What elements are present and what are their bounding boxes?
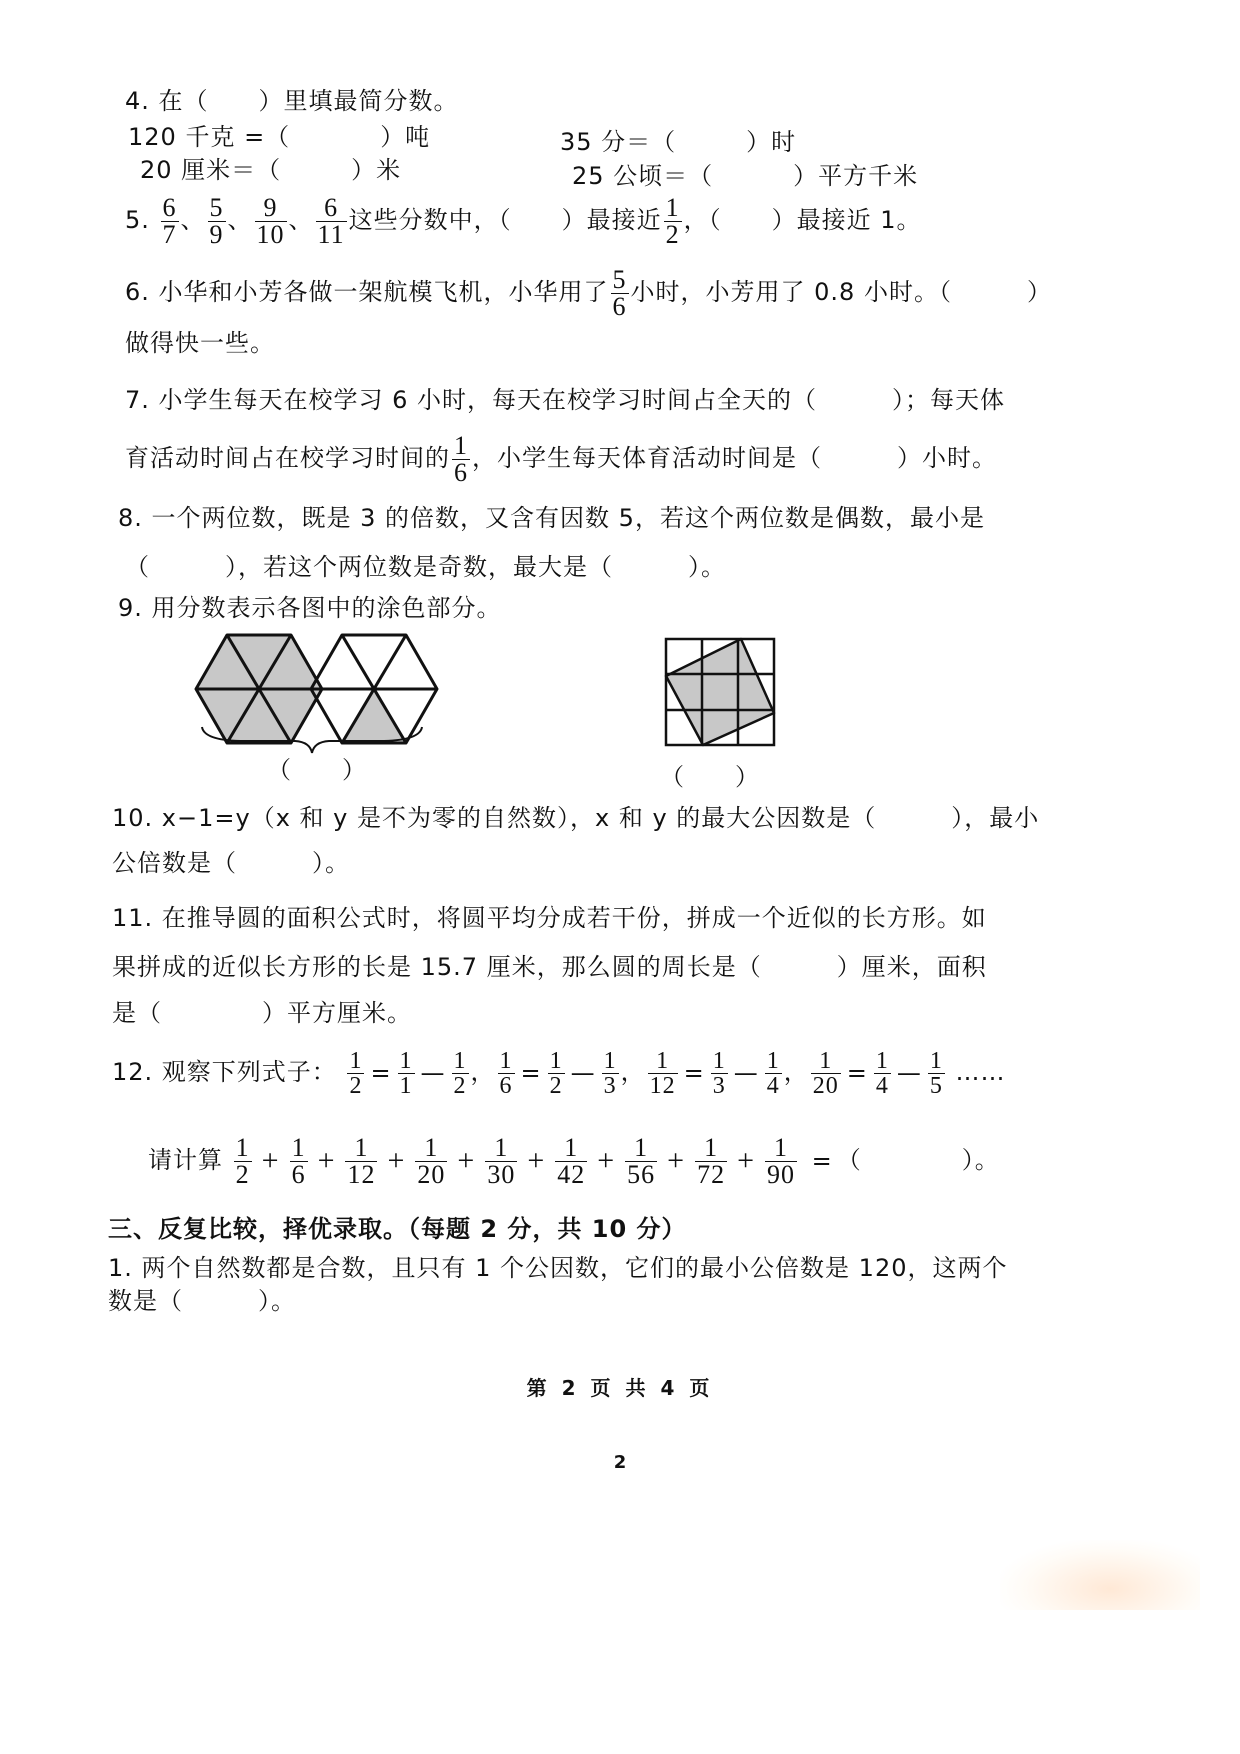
q10-line2[interactable]: 公倍数是（ ）。 xyxy=(112,849,350,877)
fraction: $\frac{6}{11}$ xyxy=(317,192,345,249)
page-footer: 第 2 页 共 4 页 xyxy=(526,1376,714,1400)
q4-item-kg-ton[interactable]: 120 千克 =（ ）吨 xyxy=(128,123,431,151)
section3-q1-line1: 1. 两个自然数都是合数，且只有 1 个公因数，它们的最小公倍数是 120，这两个 xyxy=(108,1254,1008,1282)
fraction: $\frac{9}{10}$ xyxy=(256,192,285,249)
grid-figure xyxy=(662,635,778,747)
hexagons-figure xyxy=(190,625,450,755)
section3-title: 三、反复比较，择优录取。（每题 2 分，共 10 分） xyxy=(108,1215,687,1243)
fraction: $\frac{5}{6}$ xyxy=(612,264,627,321)
page-number: 2 xyxy=(613,1452,627,1473)
fraction: $\frac{5}{9}$ xyxy=(209,192,224,249)
q6-line1[interactable]: 6. 小华和小芳各做一架航模飞机，小华用了 $\frac{5}{6}$ 小时，小芳用了 0.8 小时。（ ） xyxy=(125,264,1052,321)
q12-examples: 12. 观察下列式子： $\frac{1}{2}$ = $\frac{1}{1}$ — $\frac{1}{2}$ ， $\frac{1}{6}$ = $\frac{1}{2}$ — $\frac{1}{3}$ ， $\frac{1}{12}$ = $\frac{1}{3}$ — $\frac{1}{4}$ ， $\frac{1}{20}$ = $\frac{1}{4}$ — $\frac{1}{5}$ …… xyxy=(112,1047,1006,1099)
q4-item-ha-km2[interactable]: 25 公顷＝（ ）平方千米 xyxy=(572,162,919,190)
q9-answer-right[interactable]: （ ） xyxy=(660,763,760,791)
q7-line2[interactable]: 育活动时间占在校学习时间的 $\frac{1}{6}$ ，小学生每天体育活动时间是（ ）小时。 xyxy=(125,430,997,487)
q11-line1: 11. 在推导圆的面积公式时，将圆平均分成若干份，拼成一个近似的长方形。如 xyxy=(112,904,987,932)
q7-line1[interactable]: 7. 小学生每天在校学习 6 小时，每天在校学习时间占全天的（ ）；每天体 xyxy=(125,386,1006,414)
fraction-half: $\frac{1}{2}$ xyxy=(665,192,680,249)
fraction: $\frac{6}{7}$ xyxy=(162,192,177,249)
q6-line2: 做得快一些。 xyxy=(125,329,275,357)
q8-line2[interactable]: （ ），若这个两位数是奇数，最大是（ ）。 xyxy=(125,553,726,581)
q4-item-min-hour[interactable]: 35 分＝（ ）时 xyxy=(560,128,797,156)
scan-smudge xyxy=(1000,1540,1200,1610)
q11-line2[interactable]: 果拼成的近似长方形的长是 15.7 厘米，那么圆的周长是（ ）厘米，面积 xyxy=(112,953,987,981)
q4-title: 4. 在（ ）里填最简分数。 xyxy=(125,87,459,115)
hexagon-right xyxy=(311,625,437,743)
q9-title: 9. 用分数表示各图中的涂色部分。 xyxy=(118,594,502,622)
q12-calculation[interactable]: 请计算 $\frac{1}{2}$ + $\frac{1}{6}$ + $\frac{1}{12}$ + $\frac{1}{20}$ + $\frac{1}{30}$ + $\frac{1}{42}$ + $\frac{1}{56}$ + $\frac{1}{72}$ + $\frac{1}{90}$ = （ ）。 xyxy=(148,1132,1000,1189)
fraction: $\frac{1}{6}$ xyxy=(454,430,468,487)
q5[interactable]: 5. $\frac{6}{7}$ 、 $\frac{5}{9}$ 、 $\frac{9}{10}$ 、 $\frac{6}{11}$ 这些分数中，（ ）最接近 $\frac{1}{2}$ ，（ ）最接近 1。 xyxy=(125,192,922,249)
q4-item-cm-m[interactable]: 20 厘米＝（ ）米 xyxy=(140,156,402,184)
hexagon-left xyxy=(196,635,322,743)
q10-line1[interactable]: 10. x−1=y（x 和 y 是不为零的自然数），x 和 y 的最大公因数是（ ），最小 xyxy=(112,804,1040,832)
q9-answer-left[interactable]: （ ） xyxy=(267,756,367,784)
section3-q1-line2[interactable]: 数是（ ）。 xyxy=(108,1287,296,1315)
q11-line3[interactable]: 是（ ）平方厘米。 xyxy=(112,999,412,1027)
q8-line1: 8. 一个两位数，既是 3 的倍数，又含有因数 5，若这个两位数是偶数，最小是 xyxy=(118,504,985,532)
shaded-quadrilateral xyxy=(666,639,774,745)
